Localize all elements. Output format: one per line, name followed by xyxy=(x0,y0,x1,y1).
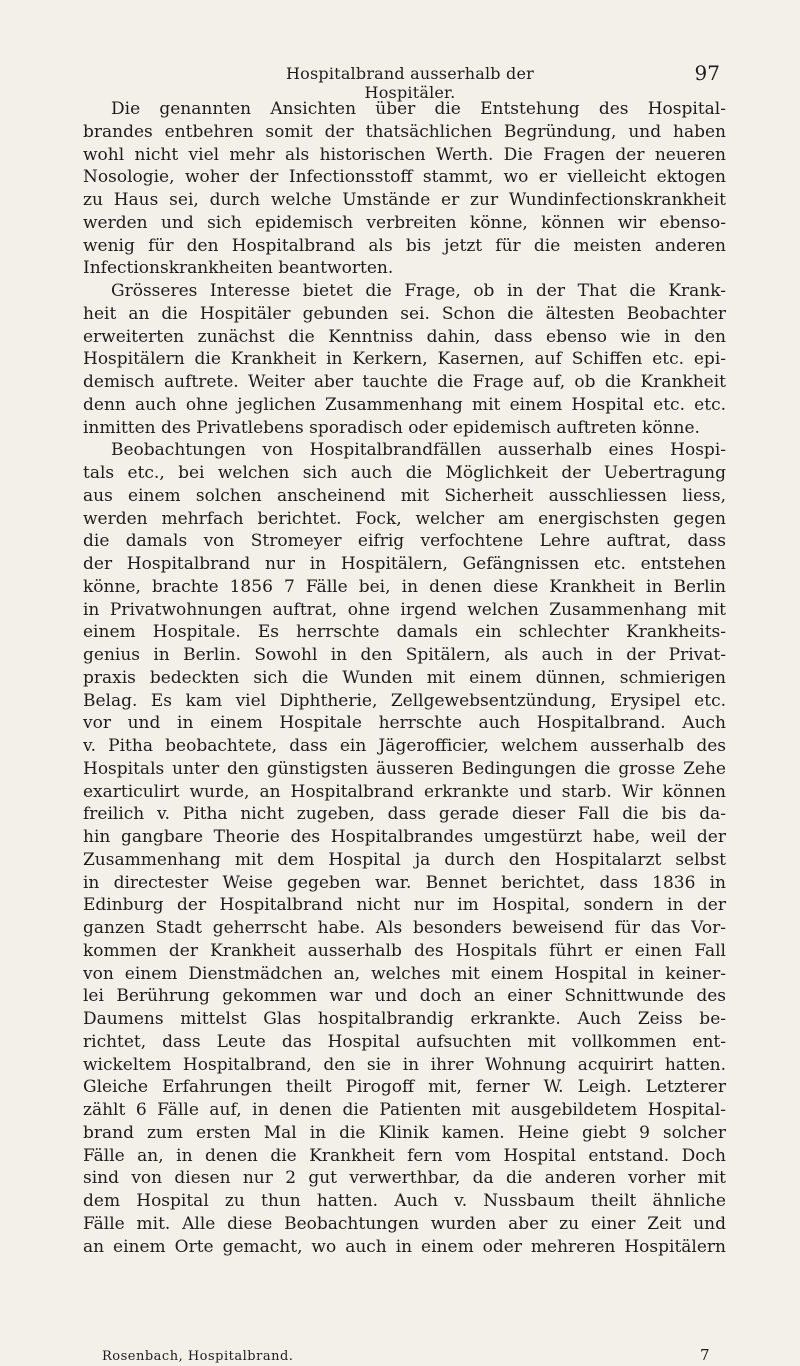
text-line: Daumens mittelst Glas hospitalbrandig erkrankte. Auch Zeiss be- xyxy=(83,1009,726,1029)
text-line: tals etc., bei welchen sich auch die Möglichkeit der Uebertragung xyxy=(83,463,726,483)
text-line: Die genannten Ansichten über die Entstehung des Hospital- xyxy=(111,99,726,119)
text-line: der Hospitalbrand nur in Hospitälern, Gefängnissen etc. entstehen xyxy=(83,554,726,574)
text-line: wickeltem Hospitalbrand, den sie in ihrer Wohnung acquirirt hatten. xyxy=(83,1054,726,1075)
text-line: Gleiche Erfahrungen theilt Pirogoff mit, ferner W. Leigh. Letzterer xyxy=(83,1077,726,1098)
text-line: brandes entbehren somit der thatsächlichen Begründung, und haben xyxy=(83,121,726,142)
footer-source: Rosenbach, Hospitalbrand. xyxy=(102,1349,294,1364)
text-line: Hospitals unter den günstigsten äusseren Bedingungen die grosse Zehe xyxy=(83,758,726,779)
text-line: sind von diesen nur 2 gut verwerthbar, da die anderen vorher mit xyxy=(83,1168,726,1189)
text-line: kommen der Krankheit ausserhalb des Hospitals führt er einen Fall xyxy=(83,940,726,961)
text-line: in directester Weise gegeben war. Bennet berichtet, dass 1836 in xyxy=(83,872,726,893)
text-line: richtet, dass Leute das Hospital aufsuchten mit vollkommen ent- xyxy=(83,1031,726,1052)
text-line: praxis bedeckten sich die Wunden mit einem dünnen, schmierigen xyxy=(83,667,726,688)
text-line: die damals von Stromeyer eifrig verfochtene Lehre auftrat, dass xyxy=(83,531,726,552)
text-line: erweiterten zunächst die Kenntniss dahin, dass ebenso wie in den xyxy=(83,326,726,347)
text-line: exarticulirt wurde, an Hospitalbrand erkrankte und starb. Wir können xyxy=(83,781,726,802)
text-line: lei Berührung gekommen war und doch an einer Schnittwunde des xyxy=(83,986,726,1007)
text-line: werden mehrfach berichtet. Fock, welcher am energischsten gegen xyxy=(83,508,726,529)
text-line: hin gangbare Theorie des Hospitalbrandes umgestürzt habe, weil der xyxy=(83,827,726,847)
text-line: einem Hospitale. Es herrschte damals ein schlechter Krankheits- xyxy=(83,622,726,643)
text-line: v. Pitha beobachtete, dass ein Jägerofficier, welchem ausserhalb des xyxy=(83,736,726,756)
text-line: wohl nicht viel mehr als historischen Werth. Die Fragen der neueren xyxy=(83,144,726,165)
page-number: 97 xyxy=(694,61,720,85)
running-head: Hospitalbrand ausserhalb der Hospitäler. xyxy=(286,64,534,102)
text-line: wenig für den Hospitalbrand als bis jetzt für die meisten anderen xyxy=(83,235,726,256)
text-line: Fälle an, in denen die Krankheit fern vom Hospital entstand. Doch xyxy=(83,1145,726,1166)
text-line: an einem Orte gemacht, wo auch in einem oder mehreren Hospitälern xyxy=(83,1236,726,1257)
text-line: Belag. Es kam viel Diphtherie, Zellgewebsentzündung, Erysipel etc. xyxy=(83,690,726,711)
text-line: Infectionskrankheiten beantworten. xyxy=(83,258,394,279)
text-line: werden und sich epidemisch verbreiten könne, können wir ebenso- xyxy=(83,212,726,233)
text-line: Beobachtungen von Hospitalbrandfällen ausserhalb eines Hospi- xyxy=(111,440,726,461)
text-line: demisch auftrete. Weiter aber tauchte die Frage auf, ob die Krankheit xyxy=(83,372,726,392)
text-line: heit an die Hospitäler gebunden sei. Schon die ältesten Beobachter xyxy=(83,303,726,324)
text-line: genius in Berlin. Sowohl in den Spitälern, als auch in der Privat- xyxy=(83,645,726,665)
signature-mark: 7 xyxy=(700,1346,710,1364)
text-line: könne, brachte 1856 7 Fälle bei, in denen diese Krankheit in Berlin xyxy=(83,576,726,597)
text-line: vor und in einem Hospitale herrschte auch Hospitalbrand. Auch xyxy=(83,713,726,734)
text-line: brand zum ersten Mal in die Klinik kamen. Heine giebt 9 solcher xyxy=(83,1122,726,1143)
text-line: denn auch ohne jeglichen Zusammenhang mit einem Hospital etc. etc. xyxy=(83,394,726,415)
text-line: von einem Dienstmädchen an, welches mit einem Hospital in keiner- xyxy=(83,963,726,984)
text-line: zu Haus sei, durch welche Umstände er zur Wundinfectionskrankheit xyxy=(83,190,726,210)
text-line: Fälle mit. Alle diese Beobachtungen wurden aber zu einer Zeit und xyxy=(83,1213,726,1234)
text-line: Edinburg der Hospitalbrand nicht nur im Hospital, sondern in der xyxy=(83,895,726,916)
text-line: zählt 6 Fälle auf, in denen die Patienten mit ausgebildetem Hospital- xyxy=(83,1100,726,1120)
text-line: Grösseres Interesse bietet die Frage, ob in der That die Krank- xyxy=(111,281,726,301)
text-line: aus einem solchen anscheinend mit Sicherheit ausschliessen liess, xyxy=(83,485,726,506)
text-line: freilich v. Pitha nicht zugeben, dass gerade dieser Fall die bis da- xyxy=(83,804,726,825)
text-line: dem Hospital zu thun hatten. Auch v. Nussbaum theilt ähnliche xyxy=(83,1191,726,1211)
text-line: in Privatwohnungen auftrat, ohne irgend welchen Zusammenhang mit xyxy=(83,599,726,620)
body-text xyxy=(83,98,726,1258)
text-line: ganzen Stadt geherrscht habe. Als besonders beweisend für das Vor- xyxy=(83,918,726,938)
text-line: inmitten des Privatlebens sporadisch oder epidemisch auftreten könne. xyxy=(83,417,700,438)
text-line: Nosologie, woher der Infectionsstoff stammt, wo er vielleicht ektogen xyxy=(83,167,726,188)
text-line: Zusammenhang mit dem Hospital ja durch den Hospitalarzt selbst xyxy=(83,849,726,870)
text-line: Hospitälern die Krankheit in Kerkern, Kasernen, auf Schiffen etc. epi- xyxy=(83,349,726,370)
